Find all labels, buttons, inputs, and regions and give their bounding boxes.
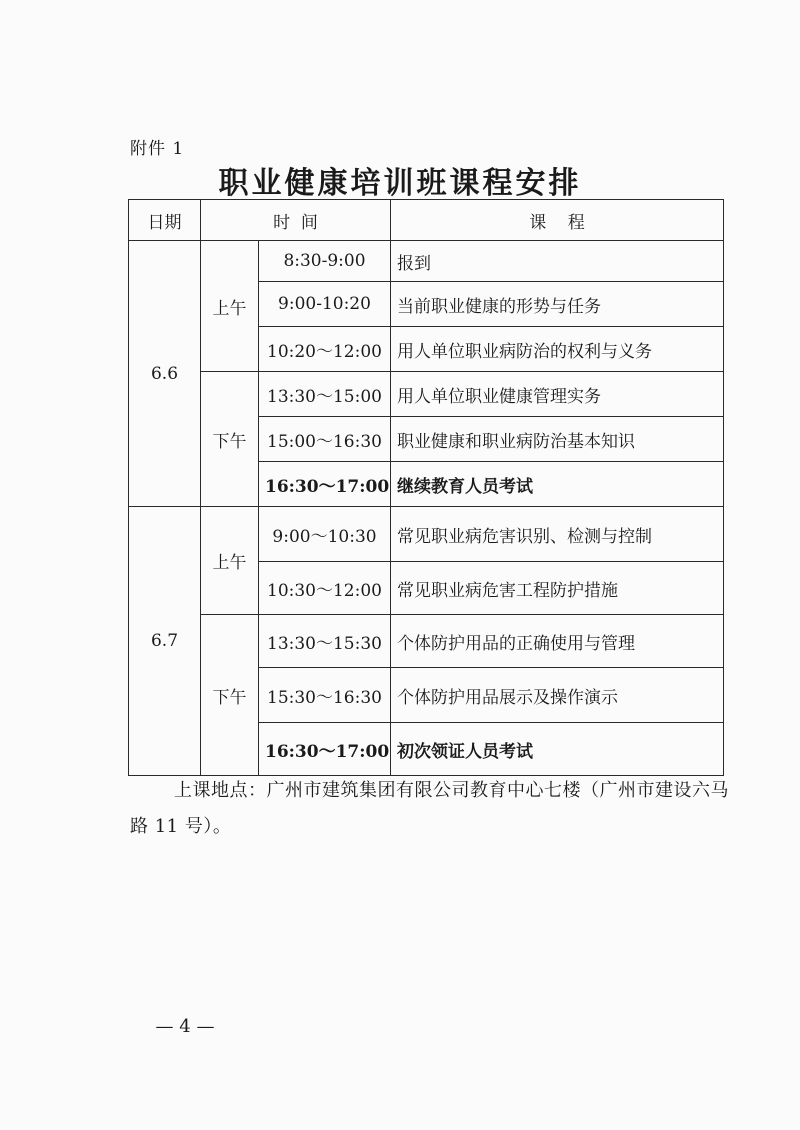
course-cell: 用人单位职业病防治的权利与义务 bbox=[391, 327, 724, 372]
header-time: 时 间 bbox=[201, 200, 391, 241]
attachment-label: 附件 1 bbox=[130, 139, 185, 159]
table-row bbox=[129, 372, 724, 417]
period-cell: 下午 bbox=[201, 372, 259, 507]
time-cell: 10:20～12:00 bbox=[259, 327, 391, 372]
schedule-table bbox=[128, 199, 724, 776]
time-cell: 13:30～15:00 bbox=[259, 372, 391, 417]
period-cell: 上午 bbox=[201, 241, 259, 372]
course-cell: 初次领证人员考试 bbox=[391, 723, 724, 776]
time-cell: 8:30-9:00 bbox=[259, 241, 391, 282]
location-note: 上课地点：广州市建筑集团有限公司教育中心七楼（广州市建设六马路 11 号）。 bbox=[130, 780, 729, 837]
course-cell: 常见职业病危害识别、检测与控制 bbox=[391, 507, 724, 562]
table-row bbox=[129, 615, 724, 668]
document-title: 职业健康培训班课程安排 bbox=[218, 166, 582, 201]
header-date: 日期 bbox=[129, 200, 201, 241]
time-cell: 9:00～10:30 bbox=[259, 507, 391, 562]
table-row bbox=[129, 241, 724, 282]
time-cell: 10:30～12:00 bbox=[259, 562, 391, 615]
course-cell: 职业健康和职业病防治基本知识 bbox=[391, 417, 724, 462]
period-cell: 上午 bbox=[201, 507, 259, 615]
course-cell: 继续教育人员考试 bbox=[391, 462, 724, 507]
date-cell: 6.7 bbox=[129, 507, 201, 776]
course-cell: 当前职业健康的形势与任务 bbox=[391, 282, 724, 327]
time-cell: 16:30～17:00 bbox=[259, 723, 391, 776]
schedule-body bbox=[129, 241, 724, 776]
period-cell: 下午 bbox=[201, 615, 259, 776]
date-cell: 6.6 bbox=[129, 241, 201, 507]
header-course: 课 程 bbox=[391, 200, 724, 241]
course-cell: 个体防护用品展示及操作演示 bbox=[391, 668, 724, 723]
time-cell: 9:00-10:20 bbox=[259, 282, 391, 327]
table-row bbox=[129, 507, 724, 562]
table-header-row bbox=[129, 200, 724, 241]
course-cell: 报到 bbox=[391, 241, 724, 282]
course-cell: 个体防护用品的正确使用与管理 bbox=[391, 615, 724, 668]
time-cell: 16:30～17:00 bbox=[259, 462, 391, 507]
page-number: — 4 — bbox=[155, 1016, 215, 1037]
time-cell: 13:30～15:30 bbox=[259, 615, 391, 668]
time-cell: 15:30～16:30 bbox=[259, 668, 391, 723]
course-cell: 常见职业病危害工程防护措施 bbox=[391, 562, 724, 615]
course-cell: 用人单位职业健康管理实务 bbox=[391, 372, 724, 417]
time-cell: 15:00～16:30 bbox=[259, 417, 391, 462]
